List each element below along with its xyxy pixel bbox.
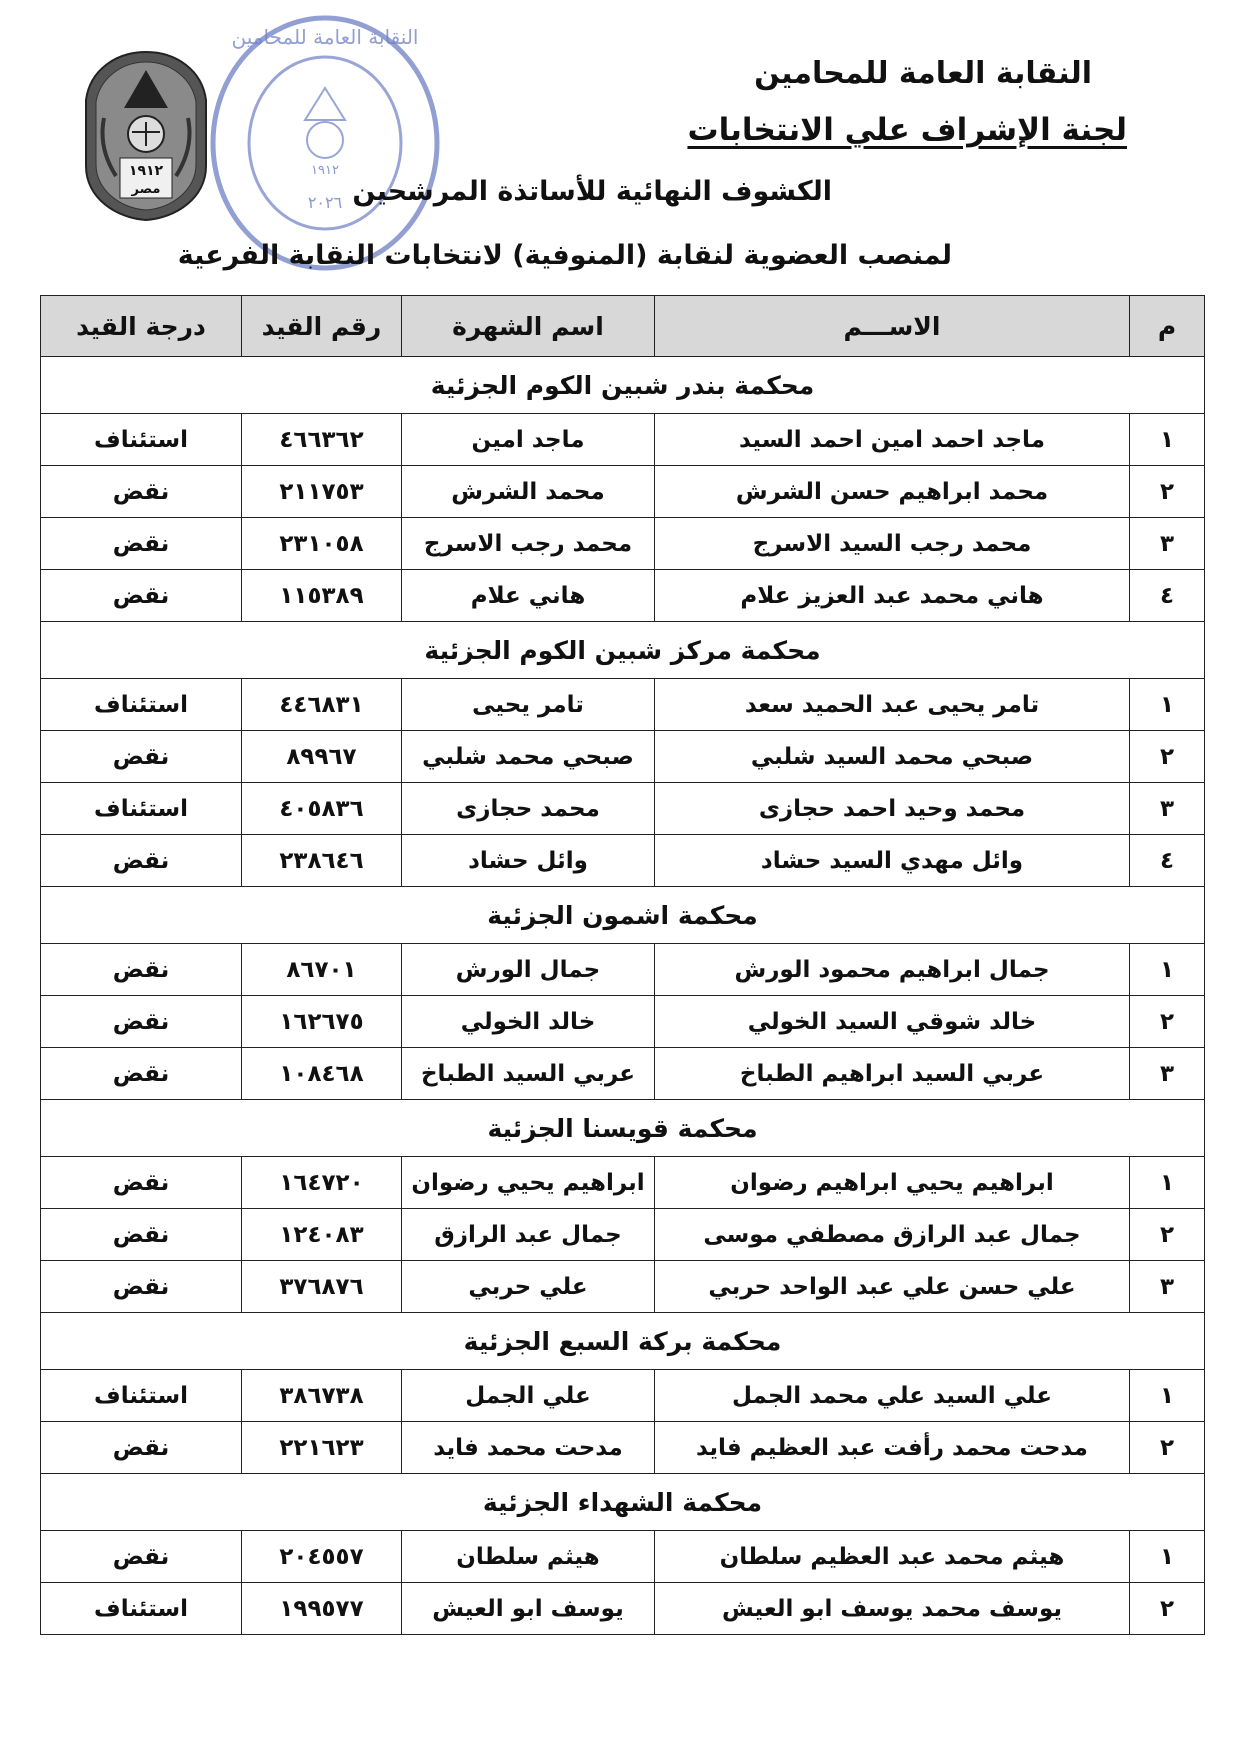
registration-number: ٨٦٧٠١ xyxy=(242,944,402,996)
candidate-nickname: صبحي محمد شلبي xyxy=(402,731,655,783)
court-name: محكمة اشمون الجزئية xyxy=(41,887,1205,944)
column-header-number: م xyxy=(1130,296,1205,357)
candidate-nickname: ماجد امين xyxy=(402,414,655,466)
table-row xyxy=(41,783,1205,835)
table-body xyxy=(41,357,1205,1635)
registration-number: ٨٩٩٦٧ xyxy=(242,731,402,783)
candidate-name: هيثم محمد عبد العظيم سلطان xyxy=(655,1531,1130,1583)
committee-title: لجنة الإشراف علي الانتخابات xyxy=(687,112,1127,148)
candidate-name: علي حسن علي عبد الواحد حربي xyxy=(655,1261,1130,1313)
candidate-nickname: خالد الخولي xyxy=(402,996,655,1048)
registration-number: ٤٦٦٣٦٢ xyxy=(242,414,402,466)
row-number: ٢ xyxy=(1130,731,1205,783)
candidate-nickname: هيثم سلطان xyxy=(402,1531,655,1583)
registration-grade: استئناف xyxy=(41,1583,242,1635)
candidate-name: عربي السيد ابراهيم الطباخ xyxy=(655,1048,1130,1100)
candidate-name: جمال عبد الرازق مصطفي موسى xyxy=(655,1209,1130,1261)
table-header-row xyxy=(41,296,1205,357)
table-row xyxy=(41,1583,1205,1635)
bar-association-emblem xyxy=(76,48,216,223)
court-name: محكمة بندر شبين الكوم الجزئية xyxy=(41,357,1205,414)
row-number: ١ xyxy=(1130,1157,1205,1209)
row-number: ٢ xyxy=(1130,996,1205,1048)
registration-grade: استئناف xyxy=(41,1370,242,1422)
row-number: ٣ xyxy=(1130,1261,1205,1313)
candidate-nickname: علي الجمل xyxy=(402,1370,655,1422)
registration-grade: نقض xyxy=(41,570,242,622)
candidate-name: وائل مهدي السيد حشاد xyxy=(655,835,1130,887)
registration-number: ٢٣١٠٥٨ xyxy=(242,518,402,570)
candidate-nickname: هاني علام xyxy=(402,570,655,622)
candidate-name: جمال ابراهيم محمود الورش xyxy=(655,944,1130,996)
table-row xyxy=(41,1422,1205,1474)
row-number: ١ xyxy=(1130,414,1205,466)
list-title: الكشوف النهائية للأساتذة المرشحين xyxy=(352,176,832,207)
candidate-nickname: وائل حشاد xyxy=(402,835,655,887)
court-header-row xyxy=(41,1474,1205,1531)
row-number: ٢ xyxy=(1130,1583,1205,1635)
row-number: ٣ xyxy=(1130,783,1205,835)
column-header-registration-grade: درجة القيد xyxy=(41,296,242,357)
registration-number: ١٠٨٤٦٨ xyxy=(242,1048,402,1100)
candidate-name: محمد وحيد احمد حجازى xyxy=(655,783,1130,835)
table-row xyxy=(41,518,1205,570)
table-row xyxy=(41,466,1205,518)
emblem-country: مصر xyxy=(131,182,161,197)
official-round-stamp xyxy=(205,8,445,278)
registration-number: ١٩٩٥٧٧ xyxy=(242,1583,402,1635)
registration-number: ١١٥٣٨٩ xyxy=(242,570,402,622)
candidate-name: مدحت محمد رأفت عبد العظيم فايد xyxy=(655,1422,1130,1474)
table-row xyxy=(41,1048,1205,1100)
row-number: ٢ xyxy=(1130,1209,1205,1261)
stamp-text: النقابة العامة للمحامين xyxy=(231,25,419,49)
registration-grade: استئناف xyxy=(41,679,242,731)
court-header-row xyxy=(41,1100,1205,1157)
registration-grade: استئناف xyxy=(41,783,242,835)
registration-number: ٢٢١٦٢٣ xyxy=(242,1422,402,1474)
candidate-nickname: جمال عبد الرازق xyxy=(402,1209,655,1261)
table-row xyxy=(41,731,1205,783)
column-header-nickname: اسم الشهرة xyxy=(402,296,655,357)
registration-grade: نقض xyxy=(41,466,242,518)
court-header-row xyxy=(41,357,1205,414)
candidate-name: ابراهيم يحيي ابراهيم رضوان xyxy=(655,1157,1130,1209)
court-name: محكمة قويسنا الجزئية xyxy=(41,1100,1205,1157)
candidate-name: علي السيد علي محمد الجمل xyxy=(655,1370,1130,1422)
row-number: ٣ xyxy=(1130,1048,1205,1100)
candidate-nickname: محمد رجب الاسرج xyxy=(402,518,655,570)
registration-grade: نقض xyxy=(41,996,242,1048)
registration-grade: نقض xyxy=(41,1422,242,1474)
registration-number: ١٦٤٧٢٠ xyxy=(242,1157,402,1209)
table-row xyxy=(41,1370,1205,1422)
candidate-name: خالد شوقي السيد الخولي xyxy=(655,996,1130,1048)
list-subtitle: لمنصب العضوية لنقابة (المنوفية) لانتخابات النقابة الفرعية xyxy=(177,240,952,271)
table-row xyxy=(41,1531,1205,1583)
registration-grade: نقض xyxy=(41,731,242,783)
row-number: ١ xyxy=(1130,944,1205,996)
registration-grade: نقض xyxy=(41,1157,242,1209)
registration-grade: نقض xyxy=(41,1048,242,1100)
candidate-nickname: مدحت محمد فايد xyxy=(402,1422,655,1474)
registration-number: ٣٧٦٨٧٦ xyxy=(242,1261,402,1313)
column-header-name: الاســـم xyxy=(655,296,1130,357)
registration-grade: نقض xyxy=(41,1209,242,1261)
candidate-nickname: محمد حجازى xyxy=(402,783,655,835)
candidate-nickname: جمال الورش xyxy=(402,944,655,996)
table-row xyxy=(41,679,1205,731)
row-number: ٤ xyxy=(1130,570,1205,622)
registration-grade: نقض xyxy=(41,1261,242,1313)
registration-number: ٤٠٥٨٣٦ xyxy=(242,783,402,835)
candidate-nickname: محمد الشرش xyxy=(402,466,655,518)
row-number: ٢ xyxy=(1130,466,1205,518)
court-name: محكمة الشهداء الجزئية xyxy=(41,1474,1205,1531)
candidate-nickname: عربي السيد الطباخ xyxy=(402,1048,655,1100)
row-number: ١ xyxy=(1130,679,1205,731)
row-number: ١ xyxy=(1130,1370,1205,1422)
candidate-name: صبحي محمد السيد شلبي xyxy=(655,731,1130,783)
candidate-name: ماجد احمد امين احمد السيد xyxy=(655,414,1130,466)
registration-number: ٢٣٨٦٤٦ xyxy=(242,835,402,887)
registration-number: ٢١١٧٥٣ xyxy=(242,466,402,518)
candidate-nickname: علي حربي xyxy=(402,1261,655,1313)
table-row xyxy=(41,414,1205,466)
stamp-year: ١٩١٢ xyxy=(311,163,339,178)
candidate-nickname: تامر يحيى xyxy=(402,679,655,731)
court-header-row xyxy=(41,1313,1205,1370)
registration-grade: استئناف xyxy=(41,414,242,466)
registration-grade: نقض xyxy=(41,1531,242,1583)
court-name: محكمة بركة السبع الجزئية xyxy=(41,1313,1205,1370)
candidate-name: هاني محمد عبد العزيز علام xyxy=(655,570,1130,622)
court-header-row xyxy=(41,622,1205,679)
candidates-table xyxy=(40,295,1205,1635)
table-row xyxy=(41,835,1205,887)
court-header-row xyxy=(41,887,1205,944)
column-header-registration-number: رقم القيد xyxy=(242,296,402,357)
table-row xyxy=(41,1209,1205,1261)
candidate-name: محمد ابراهيم حسن الشرش xyxy=(655,466,1130,518)
table-row xyxy=(41,944,1205,996)
table-row xyxy=(41,1261,1205,1313)
candidate-nickname: ابراهيم يحيي رضوان xyxy=(402,1157,655,1209)
row-number: ١ xyxy=(1130,1531,1205,1583)
table-row xyxy=(41,570,1205,622)
registration-number: ٢٠٤٥٥٧ xyxy=(242,1531,402,1583)
registration-grade: نقض xyxy=(41,518,242,570)
table-row xyxy=(41,1157,1205,1209)
row-number: ٢ xyxy=(1130,1422,1205,1474)
stamp-date: ٢٠٢٦ xyxy=(307,193,343,212)
registration-grade: نقض xyxy=(41,944,242,996)
registration-grade: نقض xyxy=(41,835,242,887)
court-name: محكمة مركز شبين الكوم الجزئية xyxy=(41,622,1205,679)
candidate-nickname: يوسف ابو العيش xyxy=(402,1583,655,1635)
row-number: ٤ xyxy=(1130,835,1205,887)
registration-number: ٤٤٦٨٣١ xyxy=(242,679,402,731)
registration-number: ١٢٤٠٨٣ xyxy=(242,1209,402,1261)
row-number: ٣ xyxy=(1130,518,1205,570)
registration-number: ١٦٢٦٧٥ xyxy=(242,996,402,1048)
organization-name: النقابة العامة للمحامين xyxy=(754,56,1092,91)
table-row xyxy=(41,996,1205,1048)
candidate-name: يوسف محمد يوسف ابو العيش xyxy=(655,1583,1130,1635)
emblem-year: ١٩١٢ xyxy=(128,163,164,179)
registration-number: ٣٨٦٧٣٨ xyxy=(242,1370,402,1422)
candidate-name: محمد رجب السيد الاسرج xyxy=(655,518,1130,570)
candidate-name: تامر يحيى عبد الحميد سعد xyxy=(655,679,1130,731)
